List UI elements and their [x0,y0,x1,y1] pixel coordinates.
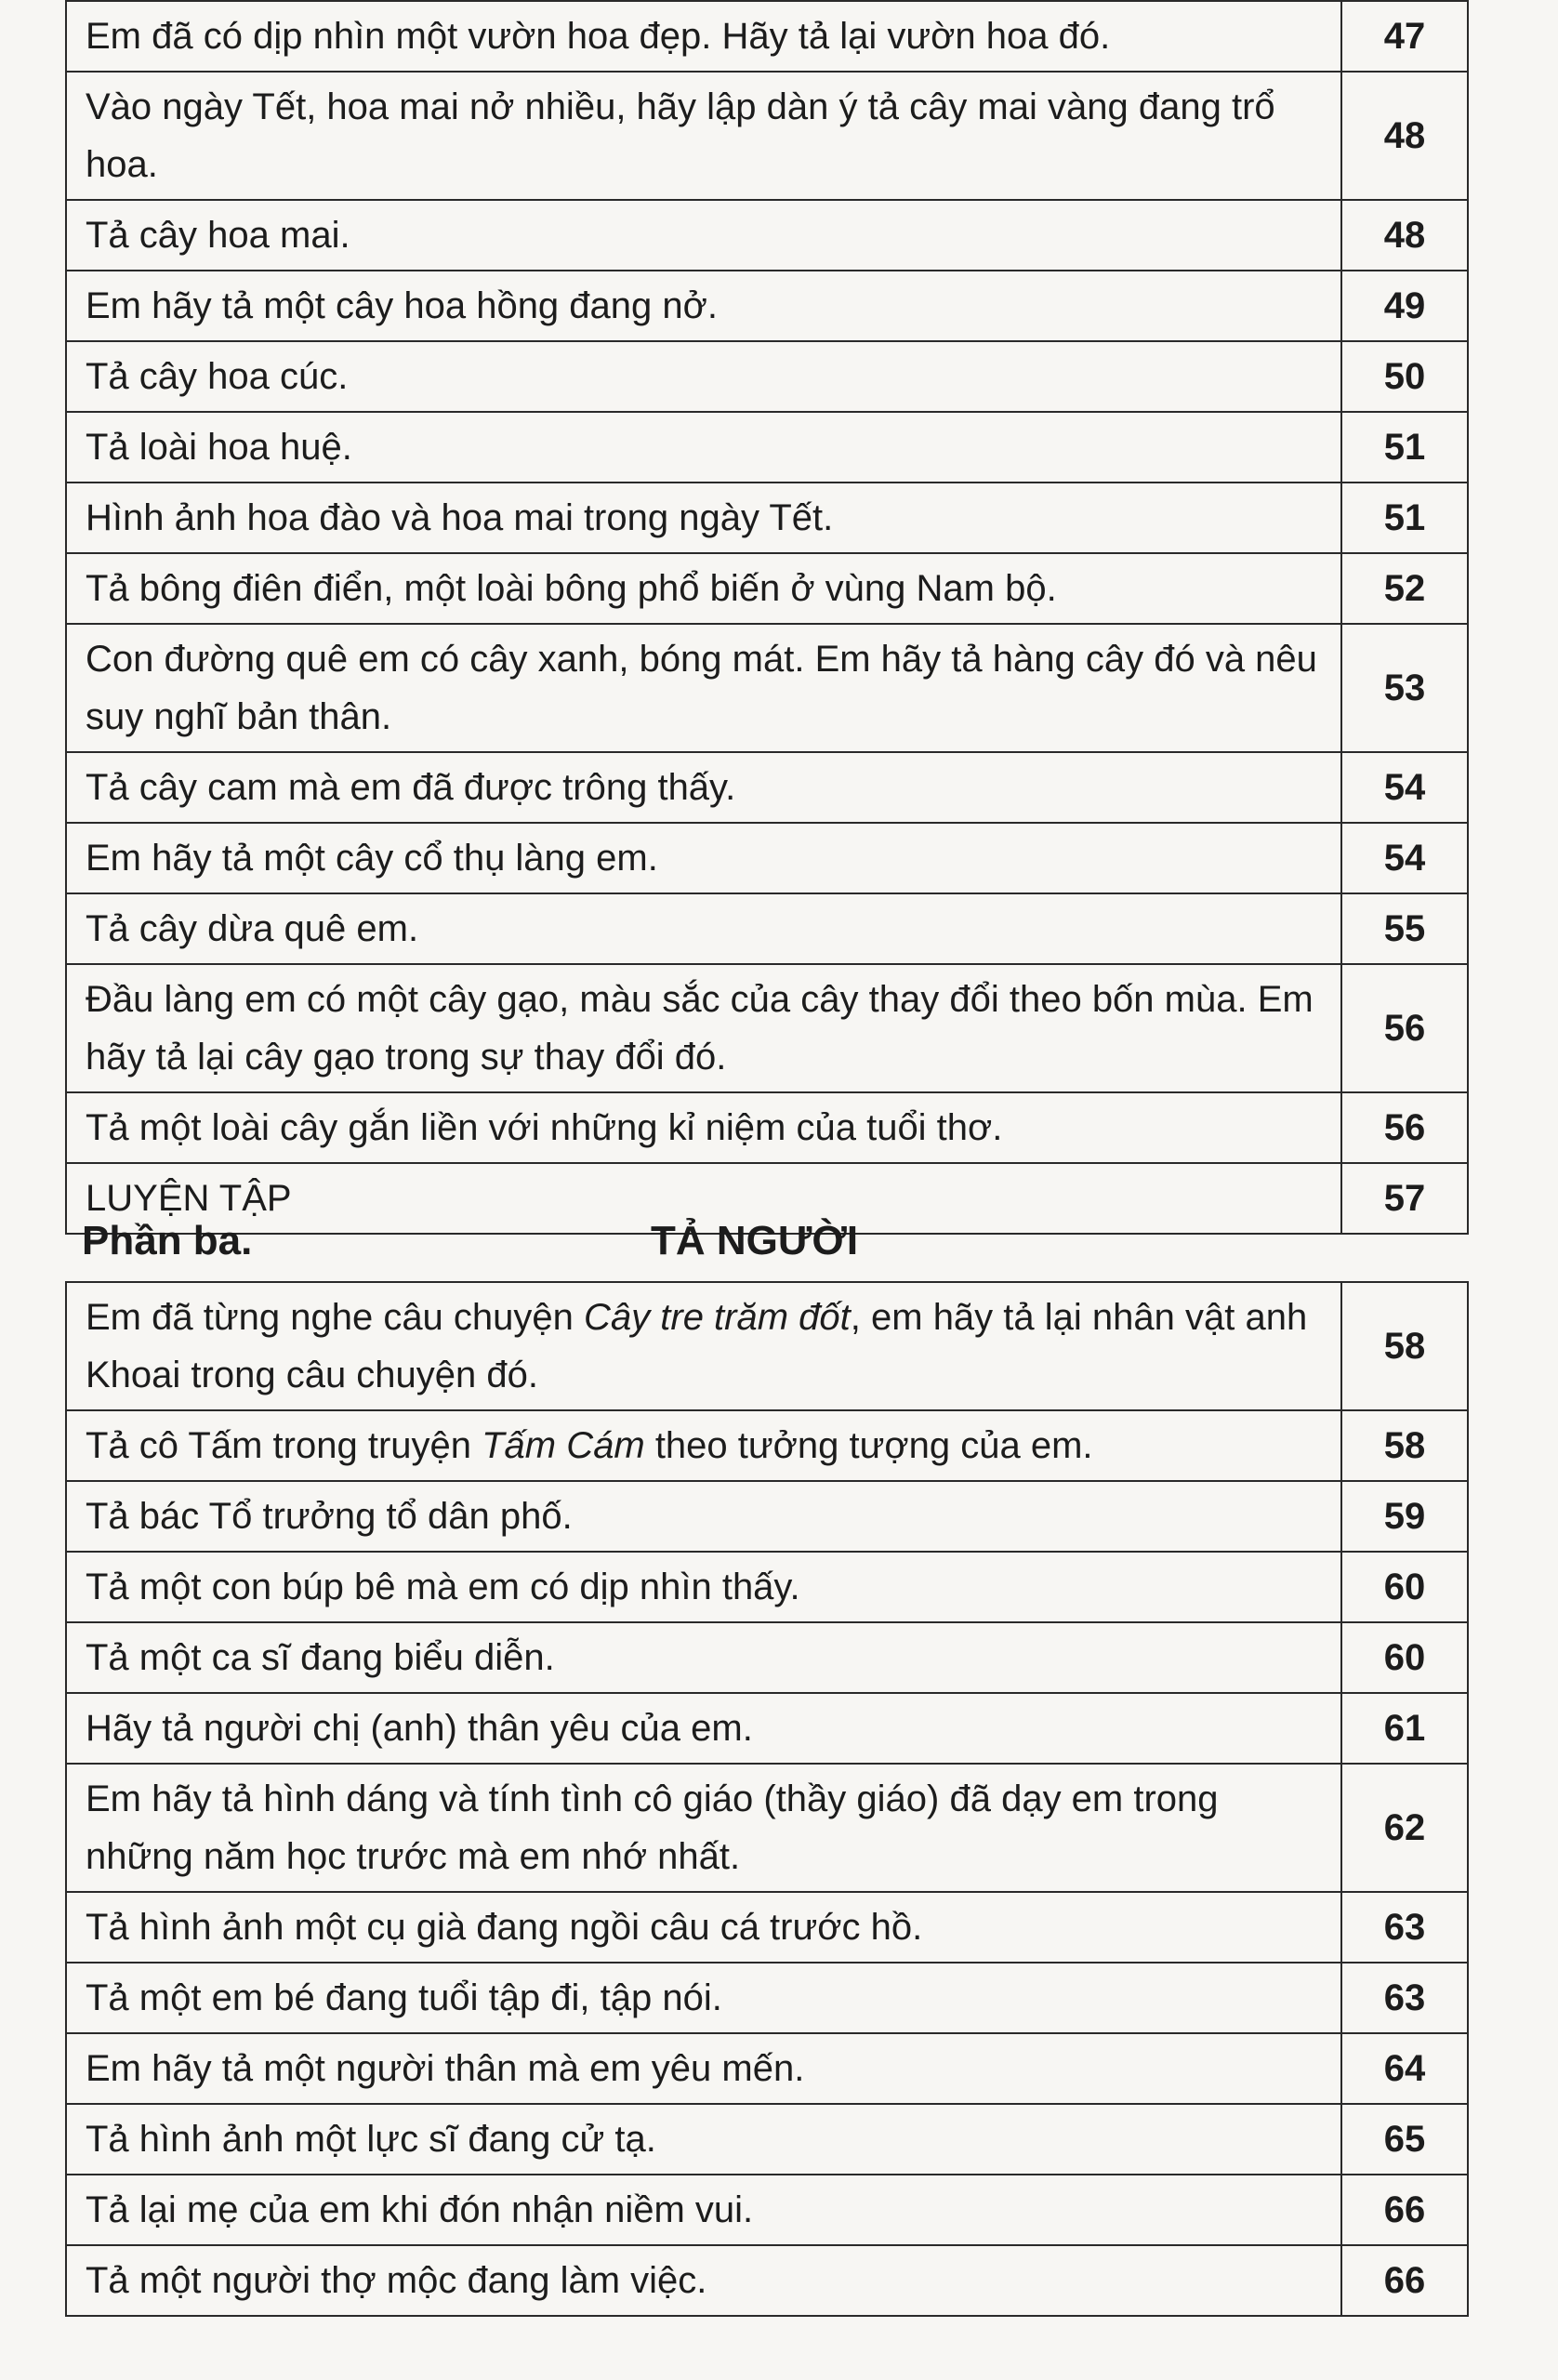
toc-entry-work-title: Tấm Cám [482,1425,645,1466]
toc-page-number: 58 [1341,1282,1468,1410]
toc-row [66,553,1468,624]
toc-page-number: 64 [1341,2033,1468,2104]
toc-entry-title: Đầu làng em có một cây gạo, màu sắc của cây thay đổi theo bốn mùa. Em hãy tả lại cây gạo trong sự thay đổi đó. [66,964,1341,1092]
toc-entry-text: Tả một ca sĩ đang biểu diễn. [86,1637,555,1678]
toc-row [66,624,1468,752]
toc-entry-text: theo tưởng tượng của em. [644,1425,1093,1466]
toc-entry-title: Tả cây hoa cúc. [66,341,1341,412]
toc-entry-title: LUYỆN TẬP [66,1163,1341,1234]
toc-entry-title: Hình ảnh hoa đào và hoa mai trong ngày Tết. [66,483,1341,553]
toc-page-number: 66 [1341,2175,1468,2245]
toc-entry-text: Tả lại mẹ của em khi đón nhận niềm vui. [86,2189,754,2230]
toc-entry-title: Tả một loài cây gắn liền với những kỉ niệm của tuổi thơ. [66,1092,1341,1163]
toc-entry-title: Em hãy tả một cây hoa hồng đang nở. [66,271,1341,341]
toc-entry-text: Tả bác Tổ trưởng tổ dân phố. [86,1496,573,1537]
toc-table-part-three [65,1281,1469,2317]
toc-page-number: 47 [1341,1,1468,72]
toc-page-number: 60 [1341,1622,1468,1693]
toc-page-number: 50 [1341,341,1468,412]
toc-row [66,72,1468,200]
section-part-label: Phần ba. [82,1218,253,1263]
toc-entry-text: Tả hình ảnh một cụ già đang ngồi câu cá trước hồ. [86,1907,923,1948]
toc-page-number: 61 [1341,1693,1468,1764]
toc-entry-text: Em đã từng nghe câu chuyện [86,1297,585,1338]
toc-entry-text: Tả một người thợ mộc đang làm việc. [86,2260,707,2301]
toc-row [66,1693,1468,1764]
toc-entry-text: Hãy tả người chị (anh) thân yêu của em. [86,1708,753,1749]
toc-page-number: 48 [1341,200,1468,271]
toc-entry-work-title: Cây tre trăm đốt [584,1297,851,1338]
toc-entry-title: Em đã có dịp nhìn một vườn hoa đẹp. Hãy tả lại vườn hoa đó. [66,1,1341,72]
toc-entry-title: Em hãy tả một cây cổ thụ làng em. [66,823,1341,893]
toc-page-number: 63 [1341,1892,1468,1963]
toc-entry-title [66,2245,1341,2316]
toc-page-number: 56 [1341,1092,1468,1163]
toc-row [66,483,1468,553]
toc-entry-title: Tả loài hoa huệ. [66,412,1341,483]
toc-page-number: 59 [1341,1481,1468,1552]
toc-page-number: 57 [1341,1163,1468,1234]
section-title: TẢ NGƯỜI [651,1218,859,1263]
toc-row [66,1622,1468,1693]
toc-entry-text: Tả một em bé đang tuổi tập đi, tập nói. [86,1977,722,2018]
toc-entry-text: Tả một con búp bê mà em có dịp nhìn thấy. [86,1567,800,1607]
toc-row [66,1552,1468,1622]
toc-page-number: 54 [1341,823,1468,893]
toc-entry-title [66,1693,1341,1764]
toc-entry-text: Tả hình ảnh một lực sĩ đang cử tạ. [86,2119,656,2160]
toc-row [66,1963,1468,2033]
toc-row [66,1764,1468,1892]
toc-row [66,752,1468,823]
toc-page-number: 49 [1341,271,1468,341]
toc-page-number: 63 [1341,1963,1468,2033]
toc-entry-title [66,1282,1341,1410]
toc-entry-title: Tả cây dừa quê em. [66,893,1341,964]
toc-row [66,1092,1468,1163]
toc-entry-text: Em hãy tả hình dáng và tính tình cô giáo (thầy giáo) đã dạy em trong những năm học trước mà em nhớ nhất. [86,1778,1219,1877]
toc-entry-title [66,1481,1341,1552]
toc-page-number: 53 [1341,624,1468,752]
toc-entry-title: Con đường quê em có cây xanh, bóng mát. Em hãy tả hàng cây đó và nêu suy nghĩ bản thân. [66,624,1341,752]
toc-page-number: 51 [1341,483,1468,553]
toc-entry-title: Tả cây hoa mai. [66,200,1341,271]
toc-page-number: 52 [1341,553,1468,624]
toc-page-number: 58 [1341,1410,1468,1481]
toc-row [66,964,1468,1092]
toc-row [66,1282,1468,1410]
toc-row [66,1,1468,72]
toc-table-part-two [65,0,1469,1235]
toc-entry-title [66,1892,1341,1963]
toc-row [66,2033,1468,2104]
toc-entry-title [66,1963,1341,2033]
toc-entry-title: Tả cây cam mà em đã được trông thấy. [66,752,1341,823]
toc-entry-title: Vào ngày Tết, hoa mai nở nhiều, hãy lập dàn ý tả cây mai vàng đang trổ hoa. [66,72,1341,200]
toc-row [66,2175,1468,2245]
toc-page-number: 54 [1341,752,1468,823]
section-header [82,1218,1476,1283]
toc-row [66,200,1468,271]
toc-entry-title [66,2033,1341,2104]
toc-entry-title [66,1552,1341,1622]
toc-page-number: 65 [1341,2104,1468,2175]
toc-row [66,823,1468,893]
toc-row [66,893,1468,964]
toc-page-number: 66 [1341,2245,1468,2316]
toc-page-number: 62 [1341,1764,1468,1892]
toc-entry-title [66,2175,1341,2245]
toc-page-number: 56 [1341,964,1468,1092]
toc-entry-title [66,2104,1341,2175]
toc-entry-title [66,1622,1341,1693]
toc-page-number: 55 [1341,893,1468,964]
toc-row [66,2104,1468,2175]
toc-page-number: 60 [1341,1552,1468,1622]
toc-entry-text: Tả cô Tấm trong truyện [86,1425,482,1466]
toc-page-number: 51 [1341,412,1468,483]
toc-row [66,1410,1468,1481]
toc-row [66,271,1468,341]
toc-row [66,412,1468,483]
toc-entry-title [66,1410,1341,1481]
toc-row [66,341,1468,412]
toc-row [66,1481,1468,1552]
toc-entry-title [66,1764,1341,1892]
toc-entry-title: Tả bông điên điển, một loài bông phổ biến ở vùng Nam bộ. [66,553,1341,624]
toc-row [66,1892,1468,1963]
toc-entry-text: , em hãy tả lại nhân vật anh Khoai trong câu chuyện đó. [86,1297,1308,1395]
toc-entry-text: Em hãy tả một người thân mà em yêu mến. [86,2048,805,2089]
toc-page-number: 48 [1341,72,1468,200]
toc-row [66,2245,1468,2316]
